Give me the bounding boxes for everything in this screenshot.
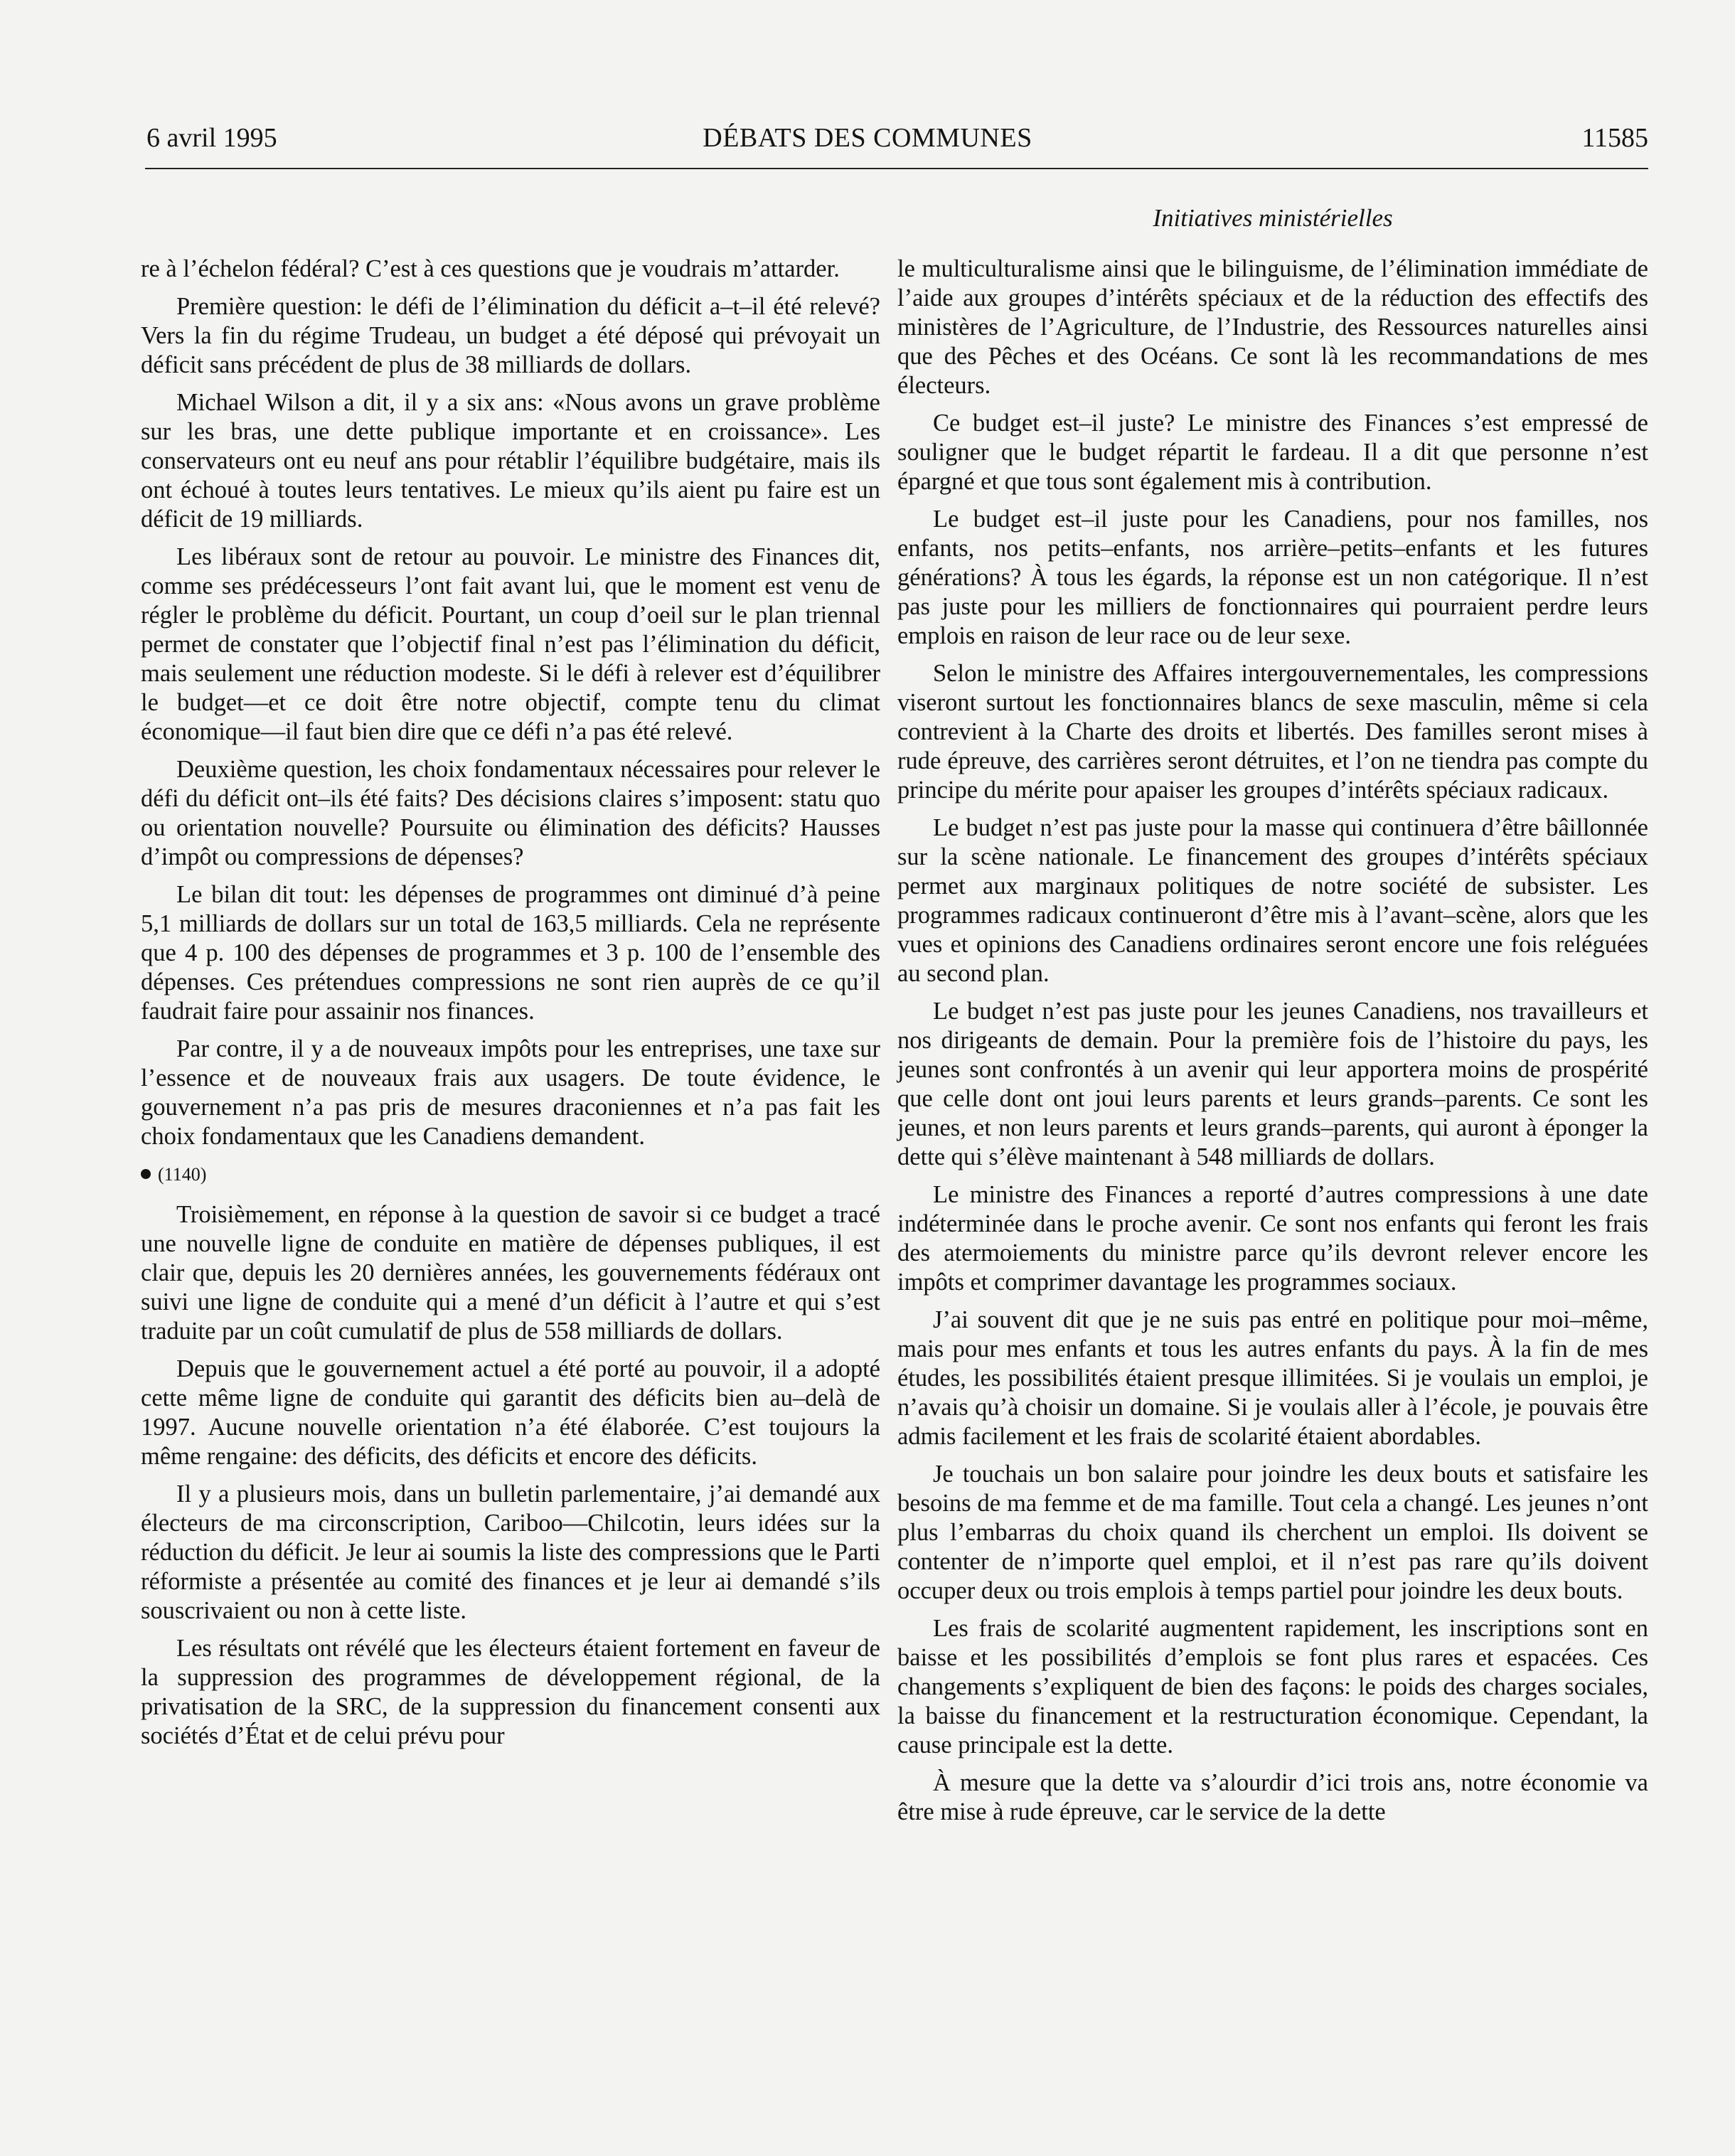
paragraph: Les résultats ont révélé que les électeurs étaient fortement en faveur de la suppression des programmes de développement régional, de la privatisation de la SRC, de la suppression du financement consenti aux sociétés d’État et de celui prévu pour	[141, 1635, 880, 1749]
paragraph: Deuxième question, les choix fondamentaux nécessaires pour relever le défi du déficit ont–ils été faits? Des décisions claires s’imposent: statu quo ou orientation nouvelle? Poursuite ou élimination des déficits? Hausses d’impôt ou compressions de dépenses?	[141, 756, 880, 870]
timestamp-marker	[141, 1160, 880, 1189]
timestamp-text: (1140)	[158, 1164, 207, 1185]
paragraph: Le ministre des Finances a reporté d’autres compressions à une date indéterminée dans le proche avenir. Ce sont nos enfants qui feront les frais des atermoiements du ministre parce qu’ils devront relever encore les impôts et comprimer davantage les programmes sociaux.	[897, 1181, 1648, 1296]
paragraph: Le budget n’est pas juste pour la masse qui continuera d’être bâillonnée sur la scène nationale. Le financement des groupes d’intérêts spéciaux permet aux marginaux politiques de notre société de subsister. Les programmes radicaux continueront d’être mis à l’avant–scène, alors que les vues et opinions des Canadiens ordinaires seront encore une fois reléguées au second plan.	[897, 814, 1648, 987]
paragraph: Le budget n’est pas juste pour les jeunes Canadiens, nos travailleurs et nos dirigeants de demain. Pour la première fois de l’histoire du pays, les jeunes sont confrontés à un avenir qui leur apportera moins de prospérité que celle dont ont joui leurs parents et leurs grands–parents. Ce sont les jeunes, et non leurs parents et leurs grands–parents, qui auront à éponger la dette qui s’élève maintenant à 548 milliards de dollars.	[897, 998, 1648, 1170]
paragraph: J’ai souvent dit que je ne suis pas entré en politique pour moi–même, mais pour mes enfants et tous les autres enfants du pays. À la fin de mes études, les possibilités étaient presque illimitées. Si je voulais un emploi, je n’avais qu’à choisir un domaine. Si je voulais aller à l’école, je pouvais être admis facilement et les frais de scolarité étaient abordables.	[897, 1306, 1648, 1450]
left-column	[141, 255, 880, 1759]
paragraph: Troisièmement, en réponse à la question de savoir si ce budget a tracé une nouvelle ligne de conduite en matière de dépenses publiques, il est clair que, depuis les 20 dernières années, les gouvernements fédéraux ont suivi une ligne de conduite qui a mené d’un déficit à l’autre et qui s’est traduite par un coût cumulatif de plus de 558 milliards de dollars.	[141, 1201, 880, 1345]
paragraph: Le budget est–il juste pour les Canadiens, pour nos familles, nos enfants, nos petits–enfants, nos arrière–petits–enfants et les futures générations? À tous les égards, la réponse est un non catégorique. Il n’est pas juste pour les milliers de fonctionnaires qui pourraient perdre leurs emplois en raison de leur race ou de leur sexe.	[897, 506, 1648, 649]
paragraph: re à l’échelon fédéral? C’est à ces questions que je voudrais m’attarder.	[141, 255, 840, 282]
paragraph: Le bilan dit tout: les dépenses de programmes ont diminué d’à peine 5,1 milliards de dollars sur un total de 163,5 milliards. Cela ne représente que 4 p. 100 des dépenses de programmes et 3 p. 100 de l’ensemble des dépenses. Ces prétendues compressions ne sont rien auprès de ce qu’il faudrait faire pour assainir nos finances.	[141, 881, 880, 1025]
header-rule	[145, 168, 1648, 169]
section-label: Initiatives ministérielles	[1153, 204, 1393, 232]
paragraph: Je touchais un bon salaire pour joindre les deux bouts et satisfaire les besoins de ma femme et de ma famille. Tout cela a changé. Les jeunes n’ont plus l’embarras du choix quand ils cherchent un emploi. Ils doivent se contenter de n’importe quel emploi, et il n’est pas rare qu’ils doivent occuper deux ou trois emplois à temps partiel pour joindre les deux bouts.	[897, 1461, 1648, 1604]
right-column	[897, 255, 1648, 1835]
header-date: 6 avril 1995	[146, 123, 277, 153]
paragraph: Les frais de scolarité augmentent rapidement, les inscriptions sont en baisse et les possibilités d’emplois se font plus rares et espacées. Ces changements s’expliquent de bien des façons: le poids des charges sociales, la baisse du financement et la restructuration économique. Cependant, la cause principale est la dette.	[897, 1615, 1648, 1759]
paragraph: Par contre, il y a de nouveaux impôts pour les entreprises, une taxe sur l’essence et de nouveaux frais aux usagers. De toute évidence, le gouvernement n’a pas pris de mesures draconiennes et n’a pas fait les choix fondamentaux que les Canadiens demandent.	[141, 1035, 880, 1150]
paragraph: Ce budget est–il juste? Le ministre des Finances s’est empressé de souligner que le budget répartit le fardeau. Il a dit que personne n’est épargné et que tous sont également mis à contribution.	[897, 410, 1648, 495]
bullet-icon	[141, 1169, 151, 1179]
paragraph: Première question: le défi de l’élimination du déficit a–t–il été relevé? Vers la fin du régime Trudeau, un budget a été déposé qui prévoyait un déficit sans précédent de plus de 38 milliards de dollars.	[141, 293, 880, 378]
paragraph: Les libéraux sont de retour au pouvoir. Le ministre des Finances dit, comme ses prédécesseurs l’ont fait avant lui, que le moment est venu de régler le problème du déficit. Pourtant, un coup d’oeil sur le plan triennal permet de constater que l’objectif final n’est pas l’élimination du déficit, mais seulement une réduction modeste. Si le défi à relever est d’équilibrer le budget—et ce doit être notre objectif, compte tenu du climat économique—il faut bien dire que ce défi n’a pas été relevé.	[141, 543, 880, 745]
paragraph: Selon le ministre des Affaires intergouvernementales, les compressions viseront surtout les fonctionnaires blancs de sexe masculin, même si cela contrevient à la Charte des droits et libertés. Des familles seront mises à rude épreuve, des carrières seront détruites, et l’on ne tiendra pas compte du principe du mérite pour apaiser les groupes d’intérêts spéciaux radicaux.	[897, 660, 1648, 804]
paragraph: À mesure que la dette va s’alourdir d’ici trois ans, notre économie va être mise à rude épreuve, car le service de la dette	[897, 1769, 1648, 1825]
paragraph: Il y a plusieurs mois, dans un bulletin parlementaire, j’ai demandé aux électeurs de ma circonscription, Cariboo—Chilcotin, leurs idées sur la réduction du déficit. Je leur ai soumis la liste des compressions que le Parti réformiste a présentée au comité des finances et je leur ai demandé s’ils souscrivaient ou non à cette liste.	[141, 1480, 880, 1624]
paragraph: Michael Wilson a dit, il y a six ans: «Nous avons un grave problème sur les bras, une dette publique importante et en croissance». Les conservateurs ont eu neuf ans pour rétablir l’équilibre budgétaire, mais ils ont échoué à toutes leurs tentatives. Le mieux qu’ils aient pu faire est un déficit de 19 milliards.	[141, 389, 880, 533]
header-page-number: 11585	[1581, 123, 1648, 153]
header-title: DÉBATS DES COMMUNES	[703, 123, 1032, 153]
paragraph: le multiculturalisme ainsi que le bilinguisme, de l’élimination immédiate de l’aide aux groupes d’intérêts spéciaux et de la réduction des effectifs des ministères de l’Agriculture, de l’Industrie, des Ressources naturelles ainsi que des Pêches et des Océans. Ce sont là les recommandations de mes électeurs.	[897, 255, 1648, 399]
paragraph: Depuis que le gouvernement actuel a été porté au pouvoir, il a adopté cette même ligne de conduite qui garantit des déficits bien au–delà de 1997. Aucune nouvelle orientation n’a été élaborée. C’est toujours la même rengaine: des déficits, des déficits et encore des déficits.	[141, 1355, 880, 1470]
